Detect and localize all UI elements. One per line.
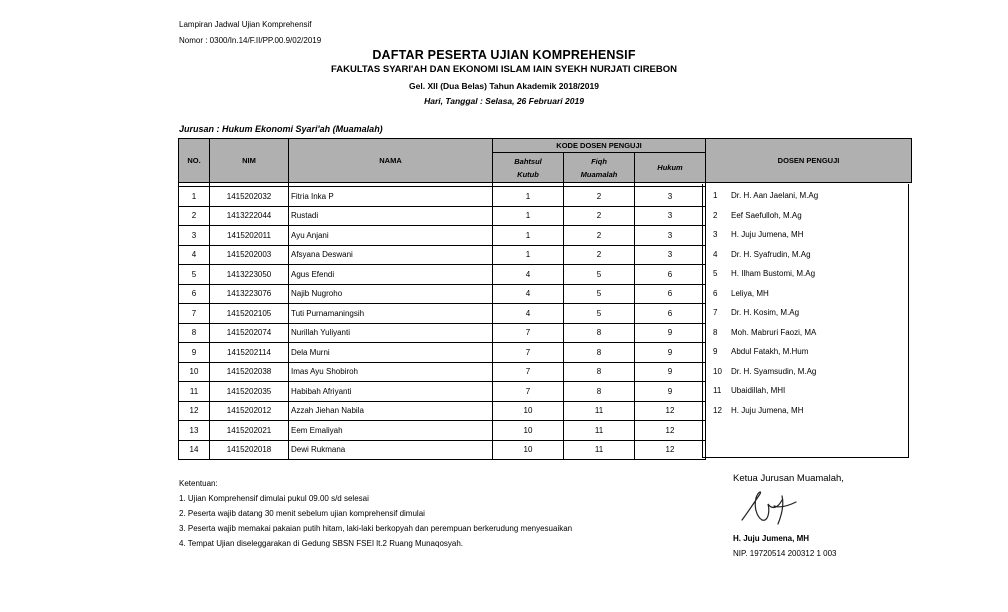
cell-bahtsul-kutub: 10 — [493, 421, 564, 441]
signature-name: H. Juju Jumena, MH — [733, 534, 810, 543]
cell-nim: 1415202003 — [210, 245, 289, 265]
dosen-item — [713, 303, 799, 322]
cell-hukum: 3 — [635, 187, 706, 207]
dosen-name: Dr. H. Aan Jaelani, M.Ag — [731, 191, 819, 200]
ketentuan-title: Ketentuan: — [179, 479, 218, 488]
exam-date: Hari, Tanggal : Selasa, 26 Februari 2019 — [424, 96, 584, 106]
cell-hukum: 12 — [635, 440, 706, 460]
cell-bahtsul-kutub: 7 — [493, 323, 564, 343]
dosen-number: 6 — [713, 288, 718, 298]
dosen-name: Dr. H. Syamsudin, M.Ag — [731, 366, 817, 376]
cell-no: 8 — [179, 323, 210, 343]
cell-hukum: 6 — [635, 265, 706, 285]
cell-fiqh-muamalah: 2 — [564, 206, 635, 226]
nomor-text: Nomor : 0300/In.14/F.II/PP.00.9/02/2019 — [179, 36, 322, 45]
lampiran-text: Lampiran Jadwal Ujian Komprehensif — [179, 20, 312, 29]
cell-nama: Afsyana Deswani — [289, 245, 493, 265]
cell-no: 4 — [179, 245, 210, 265]
dosen-number: 9 — [713, 347, 718, 356]
cell-bahtsul-kutub: 10 — [493, 401, 564, 421]
cell-bahtsul-kutub: 7 — [493, 343, 564, 363]
cell-nama: Fitria Inka P — [289, 187, 493, 207]
cell-no: 12 — [179, 401, 210, 421]
dosen-name: Abdul Fatakh, M.Hum — [731, 347, 809, 356]
col-k1-line2: Kutub — [517, 169, 539, 179]
dosen-name: Ubaidillah, MHI — [731, 386, 786, 395]
dosen-item — [713, 284, 769, 303]
dosen-name: Dr. H. Kosim, M.Ag — [731, 308, 800, 317]
dosen-number: 8 — [713, 327, 718, 337]
col-k2-line1: Fiqh — [591, 156, 607, 166]
cell-nama: Agus Efendi — [289, 265, 493, 285]
cell-nim: 1415202035 — [210, 382, 289, 402]
cell-nim: 1413223050 — [210, 265, 289, 285]
cell-hukum: 12 — [635, 421, 706, 441]
dosen-item — [713, 362, 816, 381]
dosen-number: 12 — [713, 405, 722, 415]
cell-no: 7 — [179, 304, 210, 324]
document-subtitle: FAKULTAS SYARI'AH DAN EKONOMI ISLAM IAIN SYEKH NURJATI CIREBON — [330, 64, 678, 75]
cell-bahtsul-kutub: 10 — [493, 440, 564, 460]
cell-fiqh-muamalah: 8 — [564, 343, 635, 363]
col-bahtsul-kutub — [493, 153, 564, 183]
cell-hukum: 3 — [635, 226, 706, 246]
cell-no: 5 — [179, 265, 210, 285]
cell-nama: Eem Emaliyah — [289, 421, 493, 441]
cell-nim: 1413223076 — [210, 284, 289, 304]
col-nama: NAMA — [289, 139, 493, 183]
cell-nama: Najib Nugroho — [289, 284, 493, 304]
signature-nip: NIP. 19720514 200312 1 003 — [733, 549, 837, 558]
col-k1-line1: Bahtsul — [514, 156, 542, 166]
cell-bahtsul-kutub: 1 — [493, 206, 564, 226]
col-fiqh-muamalah — [564, 153, 635, 183]
dosen-item — [713, 245, 811, 264]
dosen-name: H. Juju Jumena, MH — [731, 230, 804, 239]
col-k2-line2: Muamalah — [580, 169, 618, 179]
col-hukum: Hukum — [635, 153, 706, 183]
cell-bahtsul-kutub: 4 — [493, 304, 564, 324]
academic-year: Gel. XII (Dua Belas) Tahun Akademik 2018/2019 — [409, 81, 599, 91]
cell-bahtsul-kutub: 7 — [493, 382, 564, 402]
dosen-item — [713, 186, 818, 205]
cell-bahtsul-kutub: 7 — [493, 362, 564, 382]
cell-no: 10 — [179, 362, 210, 382]
dosen-name: Eef Saefulloh, M.Ag — [731, 210, 802, 220]
dosen-number: 5 — [713, 269, 718, 278]
cell-bahtsul-kutub: 4 — [493, 284, 564, 304]
cell-fiqh-muamalah: 8 — [564, 323, 635, 343]
cell-hukum: 3 — [635, 206, 706, 226]
cell-nim: 1415202074 — [210, 323, 289, 343]
cell-nim: 1415202012 — [210, 401, 289, 421]
dosen-item — [713, 225, 803, 244]
cell-nim: 1415202038 — [210, 362, 289, 382]
dosen-name: H. Juju Jumena, MH — [731, 405, 804, 415]
dosen-item — [713, 381, 785, 400]
cell-nama: Tuti Purnamaningsih — [289, 304, 493, 324]
cell-hukum: 6 — [635, 304, 706, 324]
cell-no: 6 — [179, 284, 210, 304]
ketentuan-item: 4. Tempat Ujian diseleggarakan di Gedung SBSN FSEI lt.2 Ruang Munaqosyah. — [179, 539, 464, 548]
cell-no: 11 — [179, 382, 210, 402]
cell-hukum: 6 — [635, 284, 706, 304]
cell-fiqh-muamalah: 8 — [564, 362, 635, 382]
dosen-number: 11 — [713, 386, 722, 395]
dosen-item — [713, 323, 816, 342]
cell-nama: Ayu Anjani — [289, 226, 493, 246]
cell-no: 2 — [179, 206, 210, 226]
cell-bahtsul-kutub: 1 — [493, 245, 564, 265]
dosen-list — [702, 184, 909, 458]
col-nim: NIM — [210, 139, 289, 183]
cell-nama: Nurillah Yuliyanti — [289, 323, 493, 343]
cell-nim: 1415202105 — [210, 304, 289, 324]
document-title: DAFTAR PESERTA UJIAN KOMPREHENSIF — [372, 48, 636, 62]
cell-nama: Dewi Rukmana — [289, 440, 493, 460]
cell-no: 1 — [179, 187, 210, 207]
dosen-name: H. Ilham Bustomi, M.Ag — [731, 269, 816, 278]
dosen-number: 7 — [713, 308, 718, 317]
cell-nim: 1415202114 — [210, 343, 289, 363]
cell-nim: 1415202021 — [210, 421, 289, 441]
ketentuan-item: 1. Ujian Komprehensif dimulai pukul 09.00 s/d selesai — [179, 494, 369, 503]
dosen-number: 3 — [713, 230, 718, 239]
cell-nama: Rustadi — [289, 206, 493, 226]
ketentuan-block — [179, 476, 572, 551]
cell-no: 14 — [179, 440, 210, 460]
cell-fiqh-muamalah: 2 — [564, 187, 635, 207]
dosen-item — [713, 401, 803, 420]
cell-nim: 1415202011 — [210, 226, 289, 246]
dosen-name: Leliya, MH — [731, 288, 769, 298]
cell-fiqh-muamalah: 2 — [564, 245, 635, 265]
cell-nim: 1413222044 — [210, 206, 289, 226]
dosen-name: Dr. H. Syafrudin, M.Ag — [731, 249, 811, 259]
ketentuan-item: 2. Peserta wajib datang 30 menit sebelum ujian komprehensif dimulai — [179, 509, 425, 518]
dosen-item — [713, 206, 802, 225]
dosen-name: Moh. Mabruri Faozi, MA — [731, 327, 817, 337]
cell-hukum: 9 — [635, 343, 706, 363]
ketentuan-item: 3. Peserta wajib memakai pakaian putih hitam, laki-laki berkopyah dan perempuan berkerudung menyesuaikan — [179, 524, 573, 533]
cell-fiqh-muamalah: 11 — [564, 421, 635, 441]
cell-fiqh-muamalah: 5 — [564, 265, 635, 285]
cell-fiqh-muamalah: 2 — [564, 226, 635, 246]
cell-no: 13 — [179, 421, 210, 441]
cell-hukum: 9 — [635, 323, 706, 343]
cell-nama: Azzah Jiehan Nabila — [289, 401, 493, 421]
cell-fiqh-muamalah: 5 — [564, 304, 635, 324]
cell-fiqh-muamalah: 8 — [564, 382, 635, 402]
signature-title: Ketua Jurusan Muamalah, — [733, 473, 844, 484]
cell-no: 3 — [179, 226, 210, 246]
col-no: NO. — [179, 139, 210, 183]
col-kode-dosen: KODE DOSEN PENGUJI — [493, 139, 706, 153]
cell-nim: 1415202032 — [210, 187, 289, 207]
col-dosen-penguji: DOSEN PENGUJI — [706, 139, 912, 183]
cell-fiqh-muamalah: 11 — [564, 401, 635, 421]
cell-hukum: 9 — [635, 362, 706, 382]
cell-hukum: 3 — [635, 245, 706, 265]
cell-nama: Habibah Afriyanti — [289, 382, 493, 402]
dosen-item — [713, 342, 808, 361]
cell-fiqh-muamalah: 5 — [564, 284, 635, 304]
cell-fiqh-muamalah: 11 — [564, 440, 635, 460]
signature-image — [738, 486, 808, 528]
dosen-item — [713, 264, 815, 283]
cell-bahtsul-kutub: 1 — [493, 187, 564, 207]
cell-nama: Dela Murni — [289, 343, 493, 363]
dosen-number: 2 — [713, 210, 718, 220]
dosen-number: 1 — [713, 191, 718, 200]
cell-no: 9 — [179, 343, 210, 363]
dosen-number: 4 — [713, 249, 718, 259]
dosen-number: 10 — [713, 366, 722, 376]
cell-bahtsul-kutub: 1 — [493, 226, 564, 246]
cell-bahtsul-kutub: 4 — [493, 265, 564, 285]
cell-nim: 1415202018 — [210, 440, 289, 460]
department-label: Jurusan : Hukum Ekonomi Syari'ah (Muamalah) — [179, 124, 383, 134]
cell-hukum: 12 — [635, 401, 706, 421]
cell-nama: Imas Ayu Shobiroh — [289, 362, 493, 382]
cell-hukum: 9 — [635, 382, 706, 402]
